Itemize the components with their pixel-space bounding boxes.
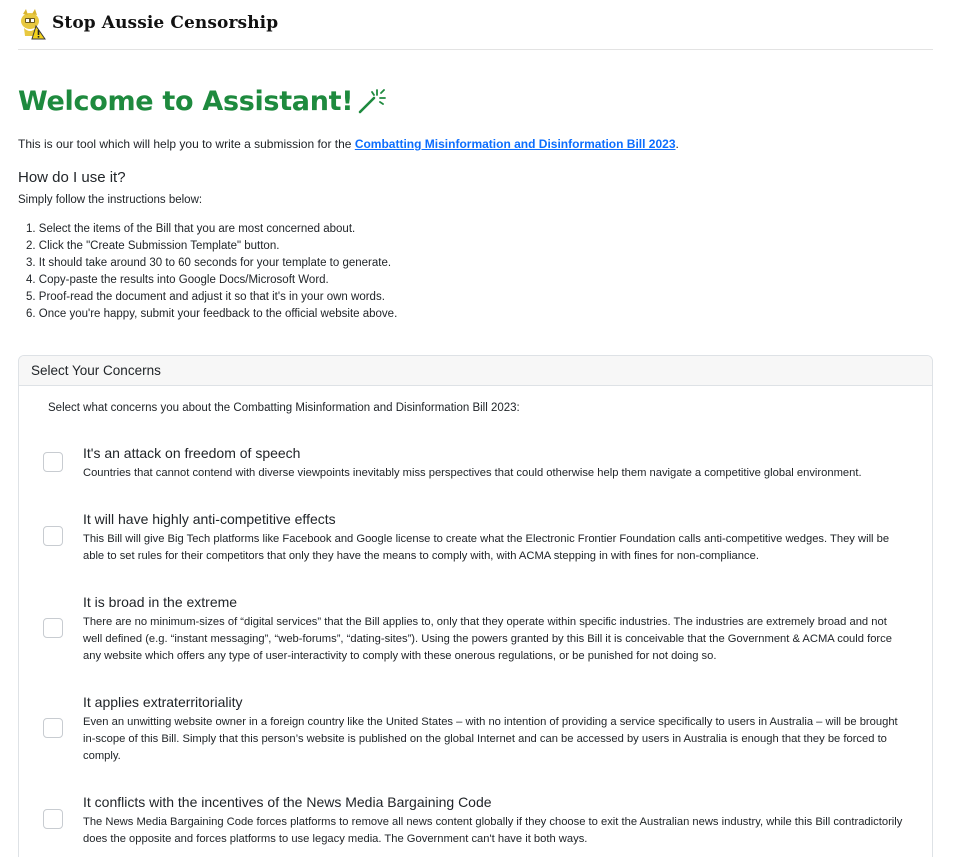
page-title	[18, 86, 387, 117]
concern-description: The News Media Bargaining Code forces platforms to remove all news content globally if they choose to exit the Australian news industry, while this Bill contradictorily does the opposite and forces platforms to use legacy media. The Government can't have it both ways.	[83, 816, 903, 845]
concern-description: This Bill will give Big Tech platforms like Facebook and Google license to create what the Electronic Frontier Foundation calls anti-competitive wedges. They will be able to set rules for their competitors that only they have the means to comply with, with ACMA stepping in with fines for non-compliance.	[83, 533, 890, 562]
site-header	[18, 0, 933, 50]
kangaroo-warning-logo[interactable]	[18, 8, 46, 40]
intro-text-before: This is our tool which will help you to write a submission for the	[18, 137, 355, 151]
concern-checkbox[interactable]	[43, 526, 63, 546]
instruction-list	[26, 221, 397, 323]
concern-checkbox[interactable]	[43, 618, 63, 638]
concern-title: It's an attack on freedom of speech	[83, 445, 301, 461]
instruction-step: 1. Select the items of the Bill that you are most concerned about.	[26, 223, 356, 235]
instruction-step: 6. Once you're happy, submit your feedback to the official website above.	[26, 308, 398, 320]
concern-title: It applies extraterritoriality	[83, 694, 243, 710]
concern-description: Even an unwitting website owner in a foreign country like the United States – with no intention of providing a service specifically to users in Australia – will be brought in-scope of this Bill. Simply that this person’s website is published on the global Internet and can be accessed by users in Australia is enough that they be forced to comply.	[83, 716, 898, 762]
instruction-step: 4. Copy-paste the results into Google Docs/Microsoft Word.	[26, 274, 329, 286]
concerns-lead: Select what concerns you about the Combatting Misinformation and Disinformation Bill 2023:	[48, 402, 520, 414]
intro-text-after: .	[675, 137, 679, 151]
howto-heading: How do I use it?	[18, 169, 126, 186]
concern-checkbox[interactable]	[43, 809, 63, 829]
concern-title: It will have highly anti-competitive effects	[83, 511, 336, 527]
brand-title[interactable]: Stop Aussie Censorship	[52, 13, 279, 33]
concerns-card	[18, 355, 933, 857]
concern-title: It conflicts with the incentives of the News Media Bargaining Code	[83, 794, 492, 810]
concerns-card-header: Select Your Concerns	[19, 356, 932, 386]
concern-checkbox[interactable]	[43, 452, 63, 472]
instruction-step: 5. Proof-read the document and adjust it so that it's in your own words.	[26, 291, 385, 303]
instruction-step: 2. Click the "Create Submission Template" button.	[26, 240, 280, 252]
concern-title: It is broad in the extreme	[83, 594, 238, 610]
page-title-text: Welcome to Assistant!	[18, 86, 354, 117]
concern-description: Countries that cannot contend with diverse viewpoints inevitably miss perspectives that could otherwise help them navigate a competitive global environment.	[83, 467, 862, 479]
bill-link[interactable]: Combatting Misinformation and Disinformation Bill 2023	[354, 137, 676, 151]
concern-description: There are no minimum-sizes of “digital services” that the Bill applies to, only that they operate within specific industries. The industries are extremely broad and not well defined (e.g. “instant messaging”, “web-forums”, “dating-sites”). Using the powers granted by this Bill it is conceivable that the Government & ACMA could force any website which offers any type of user-interactivity to comply with these onerous regulations, or be punished for not doing so.	[83, 616, 892, 662]
magic-wand-icon	[357, 88, 387, 114]
instruction-step: 3. It should take around 30 to 60 seconds for your template to generate.	[26, 257, 392, 269]
howto-subtext: Simply follow the instructions below:	[18, 194, 203, 206]
intro-text	[18, 137, 679, 151]
concern-checkbox[interactable]	[43, 718, 63, 738]
